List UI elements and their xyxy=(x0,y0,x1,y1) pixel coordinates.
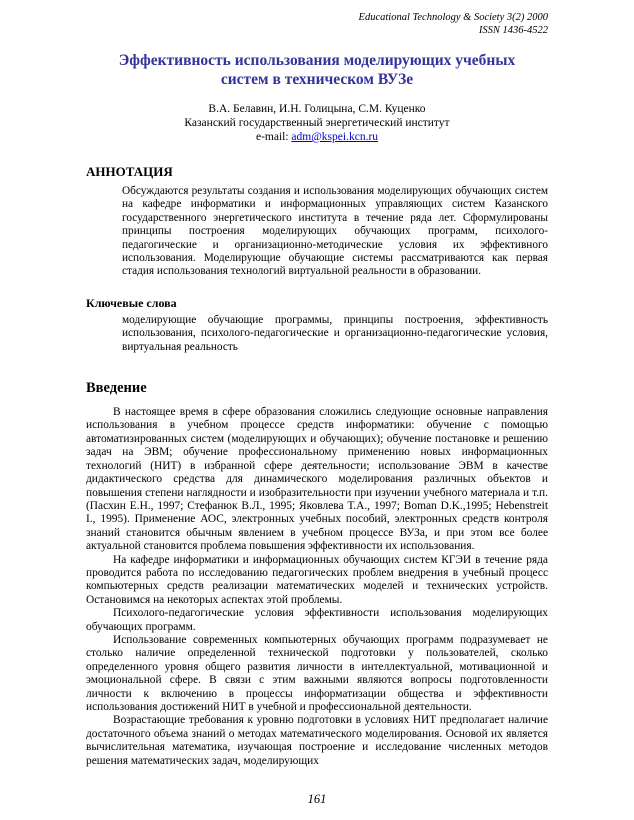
abstract-heading: АННОТАЦИЯ xyxy=(86,164,173,179)
intro-paragraph: Возрастающие требования к уровню подготовки в условиях НИТ предполагает наличие достаточного объема знаний о методах математического моделирования. Основой их является вычислительная математика, изучающая построение и исследование численных методов решения математических задач, моделирующих xyxy=(86,714,548,767)
introduction-body xyxy=(86,406,548,768)
author-affiliation: Казанский государственный энергетический институт xyxy=(184,117,450,129)
journal-header xyxy=(86,12,548,37)
email-line xyxy=(86,130,548,144)
intro-paragraph: На кафедре информатики и информационных обучающих систем КГЭИ в течение ряда проводится работа по исследованию педагогических проблем внедрения в учебный процесс компьютерных средств реализации математических моделей и технических устройств. Остановимся на некоторых аспектах этой проблемы. xyxy=(86,553,548,606)
author-names: В.А. Белавин, И.Н. Голицына, С.М. Куценко xyxy=(208,103,426,115)
email-label: e-mail: xyxy=(255,131,292,143)
intro-paragraph: Использование современных компьютерных обучающих программ подразумевает не столько наличие определенной технической подготовки у пользователей, сколько определенного уровня общего развития личности в интеллектуальной, мотивационной и эмоциональной сфере. В связи с этим важными являются вопросы подготовленности личности к включению в процессы информатизации общества и эффективности использования достижений НИТ в учебной и профессиональной деятельности. xyxy=(86,633,548,713)
authors-block xyxy=(86,102,548,144)
abstract-text: Обсуждаются результаты создания и использования моделирующих обучающих систем на кафедре информатики и информационных управляющих систем Казанского государственного энергетического института в течение ряда лет. Сформулированы принципы построения моделирующих обучающих программ, психолого-педагогические и организационно-методические условия их эффективного использования. Моделирующие обучающие системы рассматриваются как первая стадия использования технологий виртуальной реальности в образовании. xyxy=(122,185,548,278)
keywords-text: моделирующие обучающие программы, принципы построения, эффективность использования, психолого-педагогические и организационно-педагогические условия, виртуальная реальность xyxy=(122,313,548,353)
journal-name-line: Educational Technology & Society 3(2) 2000 xyxy=(358,12,548,23)
intro-paragraph: Психолого-педагогические условия эффективности использования моделирующих обучающих программ. xyxy=(86,607,548,633)
keywords-heading: Ключевые слова xyxy=(86,295,177,310)
paper-title: Эффективность использования моделирующих учебных систем в техническом ВУЗе xyxy=(118,52,516,88)
introduction-heading: Введение xyxy=(86,380,147,397)
intro-paragraph: В настоящее время в сфере образования сложились следующие основные направления использования в учебном процессе средств информатики: обучение с помощью автоматизированных систем (моделирующих и обучающих); обучение постановке и решению задач на ЭВМ; обучение профессиональному применению новых информационных технологий (НИТ) в избранной сфере деятельности; использование ЭВМ в качестве дидактического средства для динамического моделирования различных объектов и повышения степени наглядности и изобразительности при изучении учебного материала и т.п. (Пасхин Е.Н., 1997; Стефанюк В.Л., 1995; Яковлева Т.А., 1997; Boman D.K.,1995; Hebenstreit I., 1995). Применение АОС, электронных учебных пособий, электронных средств контроля знаний становится обычным явлением в учебном процессе ВУЗа, и при этом все более актуальной становится проблема повышения эффективности их использования. xyxy=(86,406,548,553)
issn-line: ISSN 1436-4522 xyxy=(478,24,548,36)
page-number: 161 xyxy=(307,792,327,806)
email-link[interactable]: adm@kspei.kcn.ru xyxy=(291,131,379,143)
